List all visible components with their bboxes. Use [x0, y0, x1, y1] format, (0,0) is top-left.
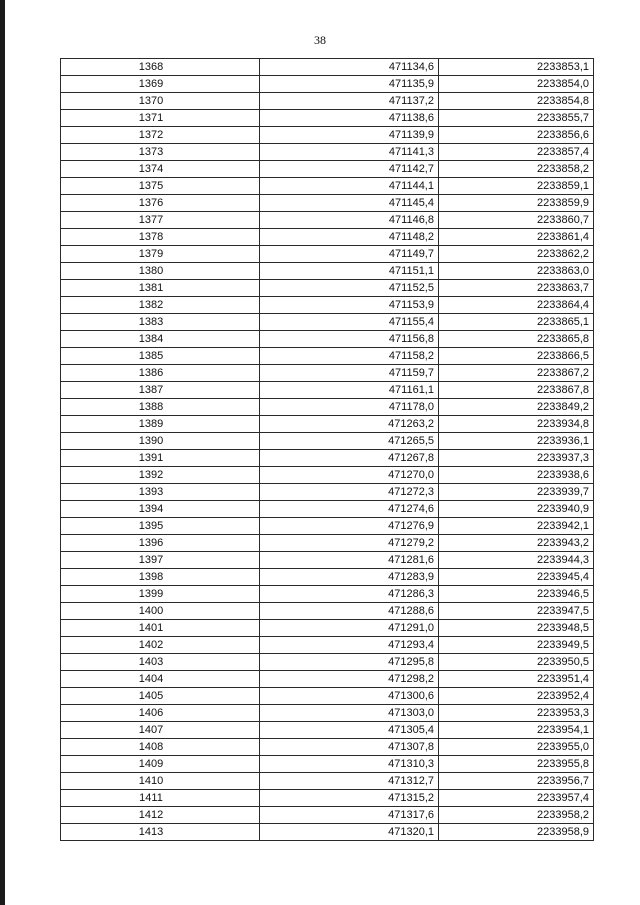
table-row	[61, 297, 594, 314]
y-coordinate-cell: 2233939,7	[439, 484, 594, 501]
y-coordinate-cell: 2233863,7	[439, 280, 594, 297]
point-number-cell: 1383	[61, 314, 260, 331]
x-coordinate-cell: 471139,9	[260, 127, 439, 144]
point-number-cell: 1379	[61, 246, 260, 263]
y-coordinate-cell: 2233859,9	[439, 195, 594, 212]
x-coordinate-cell: 471142,7	[260, 161, 439, 178]
y-coordinate-cell: 2233943,2	[439, 535, 594, 552]
point-number-cell: 1405	[61, 688, 260, 705]
y-coordinate-cell: 2233865,8	[439, 331, 594, 348]
table-row	[61, 76, 594, 93]
point-number-cell: 1391	[61, 450, 260, 467]
point-number-cell: 1370	[61, 93, 260, 110]
point-number-cell: 1401	[61, 620, 260, 637]
y-coordinate-cell: 2233952,4	[439, 688, 594, 705]
table-row	[61, 756, 594, 773]
table-row	[61, 93, 594, 110]
scan-edge	[0, 0, 5, 905]
x-coordinate-cell: 471155,4	[260, 314, 439, 331]
x-coordinate-cell: 471149,7	[260, 246, 439, 263]
x-coordinate-cell: 471320,1	[260, 824, 439, 841]
x-coordinate-cell: 471153,9	[260, 297, 439, 314]
y-coordinate-cell: 2233853,1	[439, 59, 594, 76]
x-coordinate-cell: 471267,8	[260, 450, 439, 467]
x-coordinate-cell: 471283,9	[260, 569, 439, 586]
y-coordinate-cell: 2233938,6	[439, 467, 594, 484]
x-coordinate-cell: 471281,6	[260, 552, 439, 569]
point-number-cell: 1392	[61, 467, 260, 484]
point-number-cell: 1384	[61, 331, 260, 348]
x-coordinate-cell: 471274,6	[260, 501, 439, 518]
point-number-cell: 1381	[61, 280, 260, 297]
table-row	[61, 518, 594, 535]
x-coordinate-cell: 471141,3	[260, 144, 439, 161]
table-row	[61, 586, 594, 603]
y-coordinate-cell: 2233944,3	[439, 552, 594, 569]
y-coordinate-cell: 2233854,0	[439, 76, 594, 93]
x-coordinate-cell: 471156,8	[260, 331, 439, 348]
table-row	[61, 348, 594, 365]
y-coordinate-cell: 2233849,2	[439, 399, 594, 416]
table-row	[61, 178, 594, 195]
y-coordinate-cell: 2233854,8	[439, 93, 594, 110]
y-coordinate-cell: 2233860,7	[439, 212, 594, 229]
y-coordinate-cell: 2233946,5	[439, 586, 594, 603]
table-row	[61, 535, 594, 552]
point-number-cell: 1398	[61, 569, 260, 586]
x-coordinate-cell: 471148,2	[260, 229, 439, 246]
point-number-cell: 1395	[61, 518, 260, 535]
table-row	[61, 195, 594, 212]
y-coordinate-cell: 2233856,6	[439, 127, 594, 144]
table-row	[61, 467, 594, 484]
y-coordinate-cell: 2233955,0	[439, 739, 594, 756]
y-coordinate-cell: 2233863,0	[439, 263, 594, 280]
y-coordinate-cell: 2233862,2	[439, 246, 594, 263]
table-row	[61, 59, 594, 76]
y-coordinate-cell: 2233937,3	[439, 450, 594, 467]
y-coordinate-cell: 2233855,7	[439, 110, 594, 127]
table-row	[61, 161, 594, 178]
x-coordinate-cell: 471279,2	[260, 535, 439, 552]
x-coordinate-cell: 471144,1	[260, 178, 439, 195]
table-row	[61, 127, 594, 144]
y-coordinate-cell: 2233857,4	[439, 144, 594, 161]
y-coordinate-cell: 2233955,8	[439, 756, 594, 773]
x-coordinate-cell: 471137,2	[260, 93, 439, 110]
table-row	[61, 246, 594, 263]
table-row	[61, 280, 594, 297]
table-row	[61, 484, 594, 501]
table-row	[61, 212, 594, 229]
y-coordinate-cell: 2233940,9	[439, 501, 594, 518]
x-coordinate-cell: 471307,8	[260, 739, 439, 756]
x-coordinate-cell: 471178,0	[260, 399, 439, 416]
point-number-cell: 1406	[61, 705, 260, 722]
point-number-cell: 1385	[61, 348, 260, 365]
y-coordinate-cell: 2233958,2	[439, 807, 594, 824]
table-row	[61, 552, 594, 569]
table-row	[61, 671, 594, 688]
x-coordinate-cell: 471152,5	[260, 280, 439, 297]
point-number-cell: 1386	[61, 365, 260, 382]
x-coordinate-cell: 471300,6	[260, 688, 439, 705]
x-coordinate-cell: 471288,6	[260, 603, 439, 620]
y-coordinate-cell: 2233865,1	[439, 314, 594, 331]
y-coordinate-cell: 2233867,2	[439, 365, 594, 382]
y-coordinate-cell: 2233867,8	[439, 382, 594, 399]
table-row	[61, 365, 594, 382]
y-coordinate-cell: 2233942,1	[439, 518, 594, 535]
y-coordinate-cell: 2233947,5	[439, 603, 594, 620]
point-number-cell: 1371	[61, 110, 260, 127]
x-coordinate-cell: 471265,5	[260, 433, 439, 450]
x-coordinate-cell: 471135,9	[260, 76, 439, 93]
point-number-cell: 1407	[61, 722, 260, 739]
table-row	[61, 688, 594, 705]
x-coordinate-cell: 471276,9	[260, 518, 439, 535]
table-row	[61, 450, 594, 467]
x-coordinate-cell: 471293,4	[260, 637, 439, 654]
point-number-cell: 1399	[61, 586, 260, 603]
table-row	[61, 433, 594, 450]
point-number-cell: 1369	[61, 76, 260, 93]
point-number-cell: 1403	[61, 654, 260, 671]
x-coordinate-cell: 471303,0	[260, 705, 439, 722]
y-coordinate-cell: 2233864,4	[439, 297, 594, 314]
point-number-cell: 1394	[61, 501, 260, 518]
point-number-cell: 1411	[61, 790, 260, 807]
x-coordinate-cell: 471161,1	[260, 382, 439, 399]
table-row	[61, 824, 594, 841]
table-row	[61, 637, 594, 654]
x-coordinate-cell: 471134,6	[260, 59, 439, 76]
y-coordinate-cell: 2233950,5	[439, 654, 594, 671]
y-coordinate-cell: 2233958,9	[439, 824, 594, 841]
y-coordinate-cell: 2233861,4	[439, 229, 594, 246]
page-number: 38	[314, 33, 326, 47]
table-row	[61, 773, 594, 790]
y-coordinate-cell: 2233858,2	[439, 161, 594, 178]
table-row	[61, 722, 594, 739]
x-coordinate-cell: 471315,2	[260, 790, 439, 807]
table-row	[61, 110, 594, 127]
y-coordinate-cell: 2233954,1	[439, 722, 594, 739]
y-coordinate-cell: 2233934,8	[439, 416, 594, 433]
point-number-cell: 1389	[61, 416, 260, 433]
x-coordinate-cell: 471145,4	[260, 195, 439, 212]
point-number-cell: 1397	[61, 552, 260, 569]
point-number-cell: 1376	[61, 195, 260, 212]
coordinates-table-body	[61, 59, 594, 841]
x-coordinate-cell: 471286,3	[260, 586, 439, 603]
point-number-cell: 1380	[61, 263, 260, 280]
y-coordinate-cell: 2233936,1	[439, 433, 594, 450]
point-number-cell: 1400	[61, 603, 260, 620]
table-row	[61, 229, 594, 246]
x-coordinate-cell: 471295,8	[260, 654, 439, 671]
table-row	[61, 705, 594, 722]
point-number-cell: 1412	[61, 807, 260, 824]
table-row	[61, 790, 594, 807]
x-coordinate-cell: 471312,7	[260, 773, 439, 790]
x-coordinate-cell: 471298,2	[260, 671, 439, 688]
point-number-cell: 1409	[61, 756, 260, 773]
y-coordinate-cell: 2233866,5	[439, 348, 594, 365]
table-row	[61, 620, 594, 637]
x-coordinate-cell: 471272,3	[260, 484, 439, 501]
y-coordinate-cell: 2233948,5	[439, 620, 594, 637]
y-coordinate-cell: 2233945,4	[439, 569, 594, 586]
y-coordinate-cell: 2233951,4	[439, 671, 594, 688]
x-coordinate-cell: 471305,4	[260, 722, 439, 739]
table-row	[61, 739, 594, 756]
x-coordinate-cell: 471159,7	[260, 365, 439, 382]
x-coordinate-cell: 471317,6	[260, 807, 439, 824]
table-row	[61, 331, 594, 348]
point-number-cell: 1390	[61, 433, 260, 450]
coordinates-table	[60, 58, 594, 841]
table-row	[61, 263, 594, 280]
y-coordinate-cell: 2233859,1	[439, 178, 594, 195]
point-number-cell: 1393	[61, 484, 260, 501]
point-number-cell: 1377	[61, 212, 260, 229]
table-row	[61, 501, 594, 518]
x-coordinate-cell: 471151,1	[260, 263, 439, 280]
y-coordinate-cell: 2233957,4	[439, 790, 594, 807]
point-number-cell: 1374	[61, 161, 260, 178]
table-row	[61, 144, 594, 161]
point-number-cell: 1368	[61, 59, 260, 76]
table-row	[61, 807, 594, 824]
table-row	[61, 603, 594, 620]
point-number-cell: 1396	[61, 535, 260, 552]
point-number-cell: 1373	[61, 144, 260, 161]
table-row	[61, 569, 594, 586]
table-row	[61, 416, 594, 433]
y-coordinate-cell: 2233953,3	[439, 705, 594, 722]
point-number-cell: 1372	[61, 127, 260, 144]
point-number-cell: 1413	[61, 824, 260, 841]
point-number-cell: 1402	[61, 637, 260, 654]
x-coordinate-cell: 471270,0	[260, 467, 439, 484]
table-row	[61, 382, 594, 399]
table-row	[61, 654, 594, 671]
table-row	[61, 399, 594, 416]
point-number-cell: 1382	[61, 297, 260, 314]
x-coordinate-cell: 471310,3	[260, 756, 439, 773]
table-row	[61, 314, 594, 331]
x-coordinate-cell: 471138,6	[260, 110, 439, 127]
y-coordinate-cell: 2233956,7	[439, 773, 594, 790]
point-number-cell: 1410	[61, 773, 260, 790]
y-coordinate-cell: 2233949,5	[439, 637, 594, 654]
x-coordinate-cell: 471146,8	[260, 212, 439, 229]
point-number-cell: 1375	[61, 178, 260, 195]
x-coordinate-cell: 471291,0	[260, 620, 439, 637]
point-number-cell: 1408	[61, 739, 260, 756]
point-number-cell: 1387	[61, 382, 260, 399]
point-number-cell: 1404	[61, 671, 260, 688]
x-coordinate-cell: 471263,2	[260, 416, 439, 433]
point-number-cell: 1378	[61, 229, 260, 246]
point-number-cell: 1388	[61, 399, 260, 416]
x-coordinate-cell: 471158,2	[260, 348, 439, 365]
